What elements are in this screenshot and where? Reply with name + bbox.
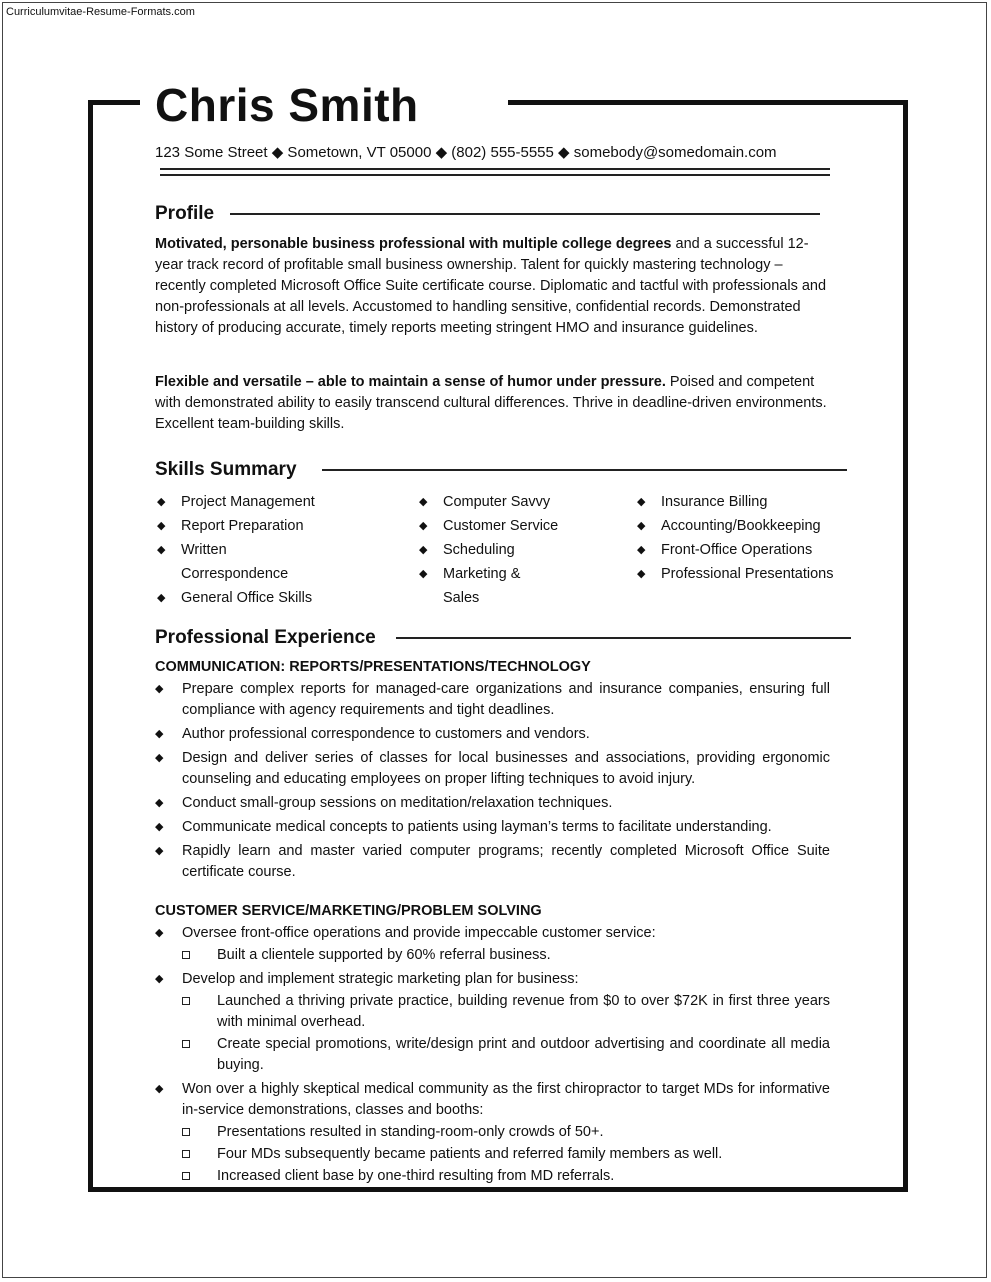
skill-item: ◆ Customer Service [417,514,627,538]
skill-item: ◆ General Office Skills [155,586,365,610]
list-item: ◆ Prepare complex reports for managed-care organizations and insurance companies, ensuring full compliance with agency requirements and tight deadlines. [155,681,830,718]
diamond-bullet-icon: ◆ [157,592,166,604]
square-bullet-icon [182,1040,190,1048]
list-item: ◆ Author professional correspondence to customers and vendors. [155,724,830,745]
diamond-bullet-icon: ◆ [157,496,166,508]
sub-list-item: Create special promotions, write/design print and outdoor advertising and coordinate all media buying. [155,1034,830,1076]
section-title: Professional Experience [155,627,376,648]
frame-line [508,100,908,105]
square-bullet-icon [182,1128,190,1136]
square-bullet-icon [182,1150,190,1158]
skills-column [417,490,627,610]
diamond-bullet-icon: ◆ [637,496,646,508]
skill-item: ◆ Written Correspondence [155,538,311,586]
diamond-bullet-icon: ◆ [637,544,646,556]
frame-line [88,100,93,1192]
profile-p1-bold: Motivated, personable business professional with multiple college degrees [155,236,672,252]
experience-list [155,679,830,886]
diamond-bullet-icon: ◆ [155,683,164,695]
diamond-bullet-icon: ◆ [157,544,166,556]
skill-item: ◆ Front-Office Operations [635,538,875,562]
diamond-bullet-icon: ◆ [419,568,428,580]
skill-item: ◆ Project Management [155,490,365,514]
header-divider [160,168,830,176]
diamond-bullet-icon: ◆ [155,927,164,939]
list-item: ◆ Oversee front-office operations and provide impeccable customer service: [155,923,830,944]
skill-item: ◆ Insurance Billing [635,490,875,514]
skill-item: ◆ Computer Savvy [417,490,627,514]
skills-column [635,490,875,586]
diamond-bullet-icon: ◆ [155,728,164,740]
list-item: ◆ Communicate medical concepts to patients using layman’s terms to facilitate understanding. [155,817,830,838]
diamond-bullet-icon: ◆ [155,1083,164,1095]
section-rule [230,213,820,215]
square-bullet-icon [182,997,190,1005]
experience-list [155,923,830,1188]
square-bullet-icon [182,1172,190,1180]
diamond-bullet-icon: ◆ [157,520,166,532]
list-item: ◆ Conduct small-group sessions on meditation/relaxation techniques. [155,793,830,814]
sub-list-item: Built a clientele supported by 60% referral business. [155,945,830,966]
diamond-bullet-icon: ◆ [419,520,428,532]
square-bullet-icon [182,951,190,959]
list-item: ◆ Develop and implement strategic marketing plan for business: [155,969,830,990]
diamond-bullet-icon: ◆ [155,821,164,833]
skill-item: ◆ Report Preparation [155,514,365,538]
resume-name: Chris Smith [155,79,419,131]
diamond-bullet-icon: ◆ [155,973,164,985]
experience-heading [155,627,851,649]
profile-p2-text: Poised and competent with demonstrated ability to easily transcend cultural differences. Thrive in deadline-driven environments. Excellent team-building skills. [155,374,827,432]
experience-subheading: CUSTOMER SERVICE/MARKETING/PROBLEM SOLVING [155,903,542,919]
experience-subheading: COMMUNICATION: REPORTS/PRESENTATIONS/TECHNOLOGY [155,659,591,675]
section-title: Profile [155,203,215,224]
section-rule [322,469,847,471]
frame-line [88,100,140,105]
skill-item: ◆ Accounting/Bookkeeping [635,514,875,538]
section-rule [396,637,851,639]
contact-line: 123 Some Street ◆ Sometown, VT 05000 ◆ (802) 555-5555 ◆ somebody@somedomain.com [155,144,777,161]
diamond-bullet-icon: ◆ [155,752,164,764]
diamond-bullet-icon: ◆ [419,544,428,556]
skills-heading [155,459,847,481]
list-item: ◆ Won over a highly skeptical medical community as the first chiropractor to target MDs for informative in-service demonstrations, classes and booths: [155,1081,830,1118]
profile-p1-text: and a successful 12-year track record of profitable small business ownership. Talent for quickly mastering technology – recently completed Microsoft Office Suite certificate course. Diplomatic and tactful with professionals and non-professionals at all levels. Accustomed to handling sensitive, confidential records. Demonstrated history of producing accurate, timely reports meeting stringent HMO and insurance guidelines. [155,236,827,336]
profile-paragraph-2 [155,372,830,435]
profile-heading [155,203,820,225]
frame-line [903,100,908,1192]
list-item: ◆ Design and deliver series of classes for local businesses and associations, providing ergonomic counseling and educating employees on proper lifting techniques to avoid injury. [155,750,830,787]
diamond-bullet-icon: ◆ [637,520,646,532]
watermark: Curriculumvitae-Resume-Formats.com [6,6,195,18]
profile-paragraph-1 [155,234,830,339]
sub-list-item: Presentations resulted in standing-room-only crowds of 50+. [155,1122,830,1143]
skills-column [155,490,365,610]
list-item: ◆ Rapidly learn and master varied computer programs; recently completed Microsoft Office Suite certificate course. [155,843,830,880]
skill-item: ◆ Professional Presentations [635,562,875,586]
sub-list-item: Increased client base by one-third resulting from MD referrals. [155,1166,830,1187]
section-title: Skills Summary [155,459,297,480]
sub-list-item: Launched a thriving private practice, building revenue from $0 to over $72K in first three years with minimal overhead. [155,991,830,1033]
diamond-bullet-icon: ◆ [155,845,164,857]
sub-list-item: Four MDs subsequently became patients and referred family members as well. [155,1144,830,1165]
diamond-bullet-icon: ◆ [419,496,428,508]
profile-p2-bold: Flexible and versatile – able to maintain a sense of humor under pressure. [155,374,666,390]
diamond-bullet-icon: ◆ [155,797,164,809]
skill-item: ◆ Scheduling [417,538,627,562]
skill-item: ◆ Marketing & Sales [417,562,533,610]
diamond-bullet-icon: ◆ [637,568,646,580]
